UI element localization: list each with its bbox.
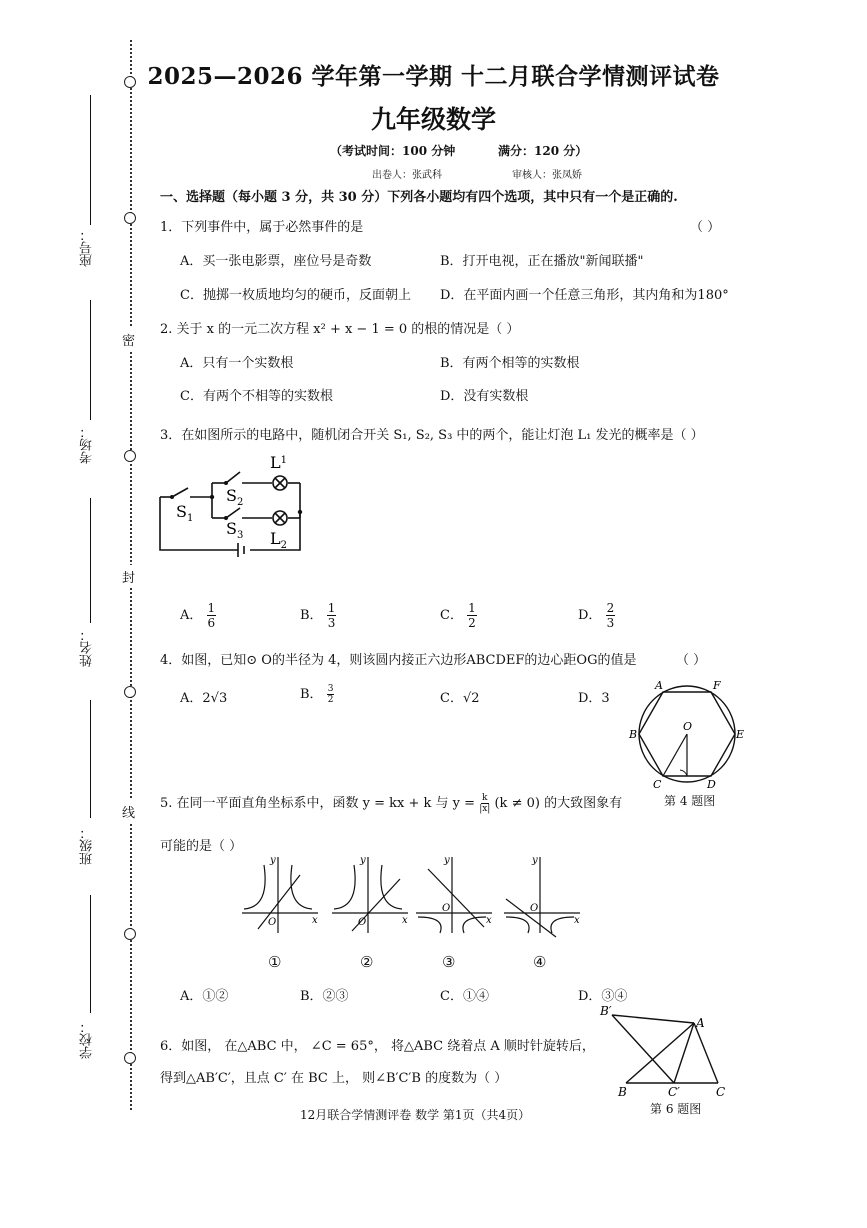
seal-char-feng: 封 bbox=[122, 565, 135, 588]
seal-char-xian: 线 bbox=[122, 800, 135, 823]
switch-s2-label: $S_2$ bbox=[226, 486, 244, 508]
q4-answer-paren: （ ） bbox=[676, 653, 707, 668]
point-c-label: C bbox=[653, 778, 662, 791]
point-o-label: O bbox=[683, 720, 693, 733]
svg-text:x: x bbox=[574, 915, 580, 926]
q3-option-b[interactable]: B． $\frac{1}{3}$ bbox=[300, 601, 336, 630]
q4-figure-caption: 第 4 题图 bbox=[664, 794, 716, 808]
svg-text:y: y bbox=[444, 855, 450, 866]
q1-option-a[interactable]: A．买一张电影票，座位号是奇数 bbox=[180, 254, 372, 269]
point-c-label: C bbox=[716, 1085, 726, 1098]
q1-option-d[interactable]: D．在平面内画一个任意三角形，其内角和为180° bbox=[440, 288, 729, 303]
binding-hole bbox=[124, 928, 136, 940]
page-footer: 12月联合学情测评卷 数学 第1页（共4页） bbox=[300, 1108, 531, 1122]
switch-s1-label: $S_1$ bbox=[176, 502, 194, 524]
q1-option-c[interactable]: C．抛掷一枚质地均匀的硬币，反面朝上 bbox=[180, 288, 411, 303]
q3-stem: 3．在如图所示的电路中，随机闭合开关 S₁, S₂, S₃ 中的两个，能让灯泡 L₁ 发光的概率是（ ） bbox=[160, 428, 704, 443]
q2-option-b[interactable]: B．有两个相等的实数根 bbox=[440, 356, 580, 371]
binding-hole bbox=[124, 1052, 136, 1064]
point-a-label: A bbox=[655, 679, 663, 692]
point-b-label: B bbox=[618, 1085, 627, 1098]
q4-option-b[interactable]: B． $\frac{3}{2}$ bbox=[300, 684, 334, 705]
svg-text:O: O bbox=[358, 917, 367, 928]
school-label: 学校： bbox=[80, 1020, 95, 1059]
svg-text:x: x bbox=[312, 915, 318, 926]
binding-hole bbox=[124, 76, 136, 88]
exam-time: （考试时间：100 分钟 bbox=[330, 144, 456, 158]
q5-option-b[interactable]: B．②③ bbox=[300, 989, 349, 1004]
graph-2-label: ② bbox=[360, 953, 374, 971]
lamp-l1-label: $L^1$ bbox=[270, 453, 287, 472]
fraction: $\frac{2}{3}$ bbox=[606, 601, 615, 630]
graph-4-label: ④ bbox=[533, 953, 547, 971]
exam-subtitle: 九年级数学 bbox=[370, 105, 496, 134]
point-e-label: E bbox=[736, 728, 745, 741]
point-c-prime-label: C′ bbox=[668, 1085, 680, 1098]
room-line bbox=[90, 300, 91, 420]
q4-stem: 4．如图，已知⊙ O的半径为 4，则该圆内接正六边形ABCDEF的边心距OG的值是 bbox=[160, 653, 637, 668]
svg-text:x: x bbox=[402, 915, 408, 926]
q6-stem-continued: 得到△AB′C′，且点 C′ 在 BC 上， 则∠B′C′B 的度数为（ ） bbox=[160, 1071, 508, 1086]
lamp-l2-label: $L_2$ bbox=[270, 529, 287, 551]
q3-option-a[interactable]: A． $\frac{1}{6}$ bbox=[180, 601, 216, 630]
circuit-diagram bbox=[150, 450, 320, 565]
full-score: 满分：120 分） bbox=[498, 144, 588, 158]
graph-4 bbox=[500, 853, 585, 938]
point-b-label: B bbox=[629, 728, 638, 741]
fraction: $\frac{k}{|x|}$ bbox=[479, 793, 491, 814]
svg-text:O: O bbox=[268, 917, 277, 928]
seat-label: 座号： bbox=[80, 228, 95, 267]
name-line bbox=[90, 498, 91, 623]
name-label: 姓名： bbox=[80, 628, 95, 667]
q3-option-c[interactable]: C． $\frac{1}{2}$ bbox=[440, 601, 476, 630]
svg-text:O: O bbox=[442, 903, 451, 914]
binding-hole bbox=[124, 686, 136, 698]
q5-option-a[interactable]: A．①② bbox=[180, 989, 229, 1004]
q1-answer-paren: （ ） bbox=[690, 220, 721, 235]
q5-stem-continued: 可能的是（ ） bbox=[160, 839, 243, 854]
fraction: $\frac{1}{6}$ bbox=[207, 601, 216, 630]
point-d-label: D bbox=[707, 778, 716, 791]
q2-option-c[interactable]: C．有两个不相等的实数根 bbox=[180, 389, 333, 404]
q5-option-d[interactable]: D．③④ bbox=[578, 989, 628, 1004]
q2-option-d[interactable]: D．没有实数根 bbox=[440, 389, 529, 404]
svg-text:O: O bbox=[530, 903, 539, 914]
exam-title: 2025—2026 学年第一学期 十二月联合学情测评试卷 bbox=[147, 63, 720, 90]
exam-reviewer: 审核人：张凤娇 bbox=[512, 170, 582, 181]
room-label: 考场： bbox=[80, 425, 95, 464]
hexagon-figure bbox=[625, 678, 750, 793]
q4-option-d[interactable]: D．3 bbox=[578, 691, 610, 706]
q6-stem: 6．如图， 在△ABC 中， ∠C = 65°， 将△ABC 绕着点 A 顺时针旋转后， bbox=[160, 1039, 595, 1054]
q2-stem: 2. 关于 x 的一元二次方程 x² + x − 1 = 0 的根的情况是（ ） bbox=[160, 322, 520, 337]
graph-3 bbox=[412, 853, 497, 938]
seat-line bbox=[90, 95, 91, 225]
school-line bbox=[90, 895, 91, 1013]
section-heading: 一、选择题（每小题 3 分，共 30 分）下列各小题均有四个选项，其中只有一个是正确的. bbox=[160, 190, 678, 205]
graph-1 bbox=[238, 853, 323, 938]
binding-hole bbox=[124, 212, 136, 224]
q2-option-a[interactable]: A．只有一个实数根 bbox=[180, 356, 294, 371]
class-label: 班级： bbox=[80, 826, 95, 865]
q5-option-c[interactable]: C．①④ bbox=[440, 989, 489, 1004]
graph-2 bbox=[328, 853, 413, 938]
q6-figure-caption: 第 6 题图 bbox=[650, 1102, 702, 1116]
q1-stem: 1．下列事件中，属于必然事件的是 bbox=[160, 220, 364, 235]
svg-text:y: y bbox=[270, 855, 276, 866]
point-f-label: F bbox=[713, 679, 721, 692]
q3-option-d[interactable]: D． $\frac{2}{3}$ bbox=[578, 601, 615, 630]
svg-text:y: y bbox=[532, 855, 538, 866]
q5-stem: 5. 在同一平面直角坐标系中，函数 y = kx + k 与 y = $\frac{k}{|x|}$ (k ≠ 0) 的大致图象有 bbox=[160, 793, 623, 814]
graph-1-label: ① bbox=[268, 953, 282, 971]
fraction: $\frac{3}{2}$ bbox=[327, 684, 334, 705]
seal-char-mi: 密 bbox=[122, 328, 135, 351]
svg-text:y: y bbox=[360, 855, 366, 866]
binding-hole bbox=[124, 450, 136, 462]
point-b-prime-label: B′ bbox=[600, 1004, 612, 1018]
rotation-figure bbox=[598, 1003, 738, 1098]
q4-option-c[interactable]: C．√2 bbox=[440, 691, 480, 706]
exam-author: 出卷人：张武科 bbox=[372, 170, 442, 181]
fraction: $\frac{1}{2}$ bbox=[468, 601, 476, 630]
q1-option-b[interactable]: B．打开电视，正在播放"新闻联播" bbox=[440, 254, 644, 269]
point-a-label: A bbox=[696, 1016, 705, 1030]
svg-text:x: x bbox=[486, 915, 492, 926]
fraction: $\frac{1}{3}$ bbox=[327, 601, 336, 630]
graph-3-label: ③ bbox=[442, 953, 456, 971]
class-line bbox=[90, 700, 91, 818]
switch-s3-label: $S_3$ bbox=[226, 519, 244, 541]
q4-option-a[interactable]: A．2√3 bbox=[180, 691, 228, 706]
